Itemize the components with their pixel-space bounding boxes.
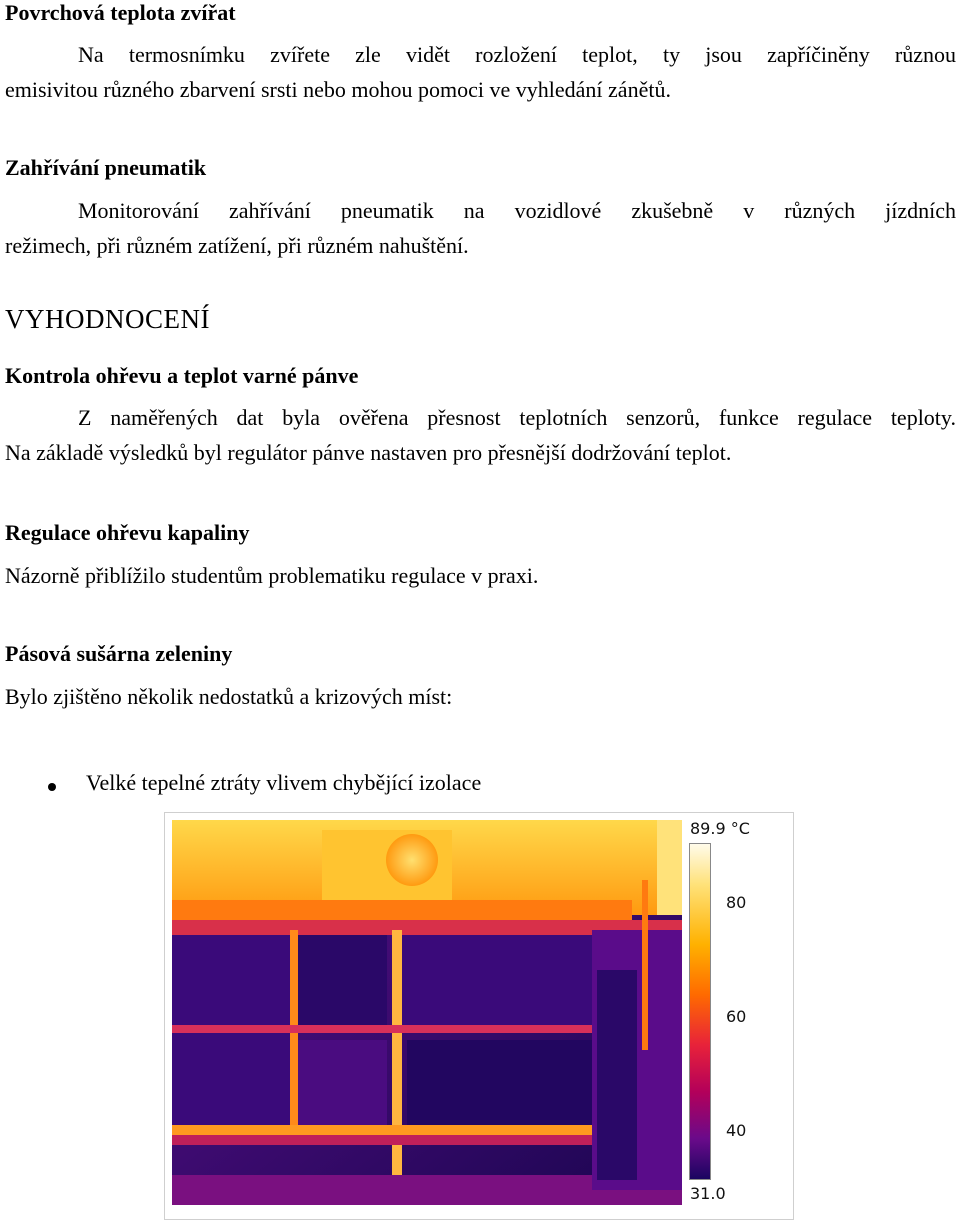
text-liquid-heating: Názorně přiblížilo studentům problematiku regulace v praxi.: [5, 563, 539, 588]
color-scale-bar: [689, 843, 711, 1180]
bullet-dot: [48, 783, 56, 791]
thermal-image: [172, 820, 682, 1205]
heading-tire-heating: Zahřívání pneumatik: [5, 155, 207, 180]
paragraph-line: Monitorování zahřívání pneumatik na vozidlové zkušebně v různých jízdních: [78, 198, 956, 223]
scale-max-label: 89.9 °C: [690, 819, 750, 838]
paragraph-tire-heating: [5, 193, 956, 263]
paragraph-line: emisivitou různého zbarvení srsti nebo mohou pomoci ve vyhledání zánětů.: [5, 77, 671, 102]
section-title-evaluation: VYHODNOCENÍ: [5, 304, 210, 334]
paragraph-line: Z naměřených dat byla ověřena přesnost teplotních senzorů, funkce regulace teploty.: [78, 405, 956, 430]
thermogram-figure: [164, 812, 794, 1220]
paragraph-line: režimech, při různém zatížení, při různém nahuštění.: [5, 233, 469, 258]
paragraph-pan-heating: [5, 400, 956, 470]
heading-vegetable-dryer: Pásová sušárna zeleniny: [5, 641, 233, 666]
heading-animal-surface-temp: Povrchová teplota zvířat: [5, 0, 236, 25]
scale-tick-label: 40: [726, 1121, 747, 1140]
bullet-text: Velké tepelné ztráty vlivem chybějící izolace: [86, 770, 482, 795]
text-vegetable-dryer: Bylo zjištěno několik nedostatků a krizových míst:: [5, 684, 453, 709]
paragraph-line: Na termosnímku zvířete zle vidět rozložení teplot, ty jsou zapříčiněny různou: [78, 42, 956, 67]
heading-pan-heating: Kontrola ohřevu a teplot varné pánve: [5, 363, 359, 388]
paragraph-line: Na základě výsledků byl regulátor pánve nastaven pro přesnější dodržování teplot.: [5, 440, 732, 465]
scale-tick-label: 80: [726, 893, 747, 912]
scale-min-label: 31.0: [690, 1184, 726, 1203]
heading-liquid-heating: Regulace ohřevu kapaliny: [5, 520, 250, 545]
scale-tick-label: 60: [726, 1007, 747, 1026]
paragraph-animal-surface-temp: [5, 37, 956, 107]
thermal-image-drawing: [172, 820, 682, 1205]
